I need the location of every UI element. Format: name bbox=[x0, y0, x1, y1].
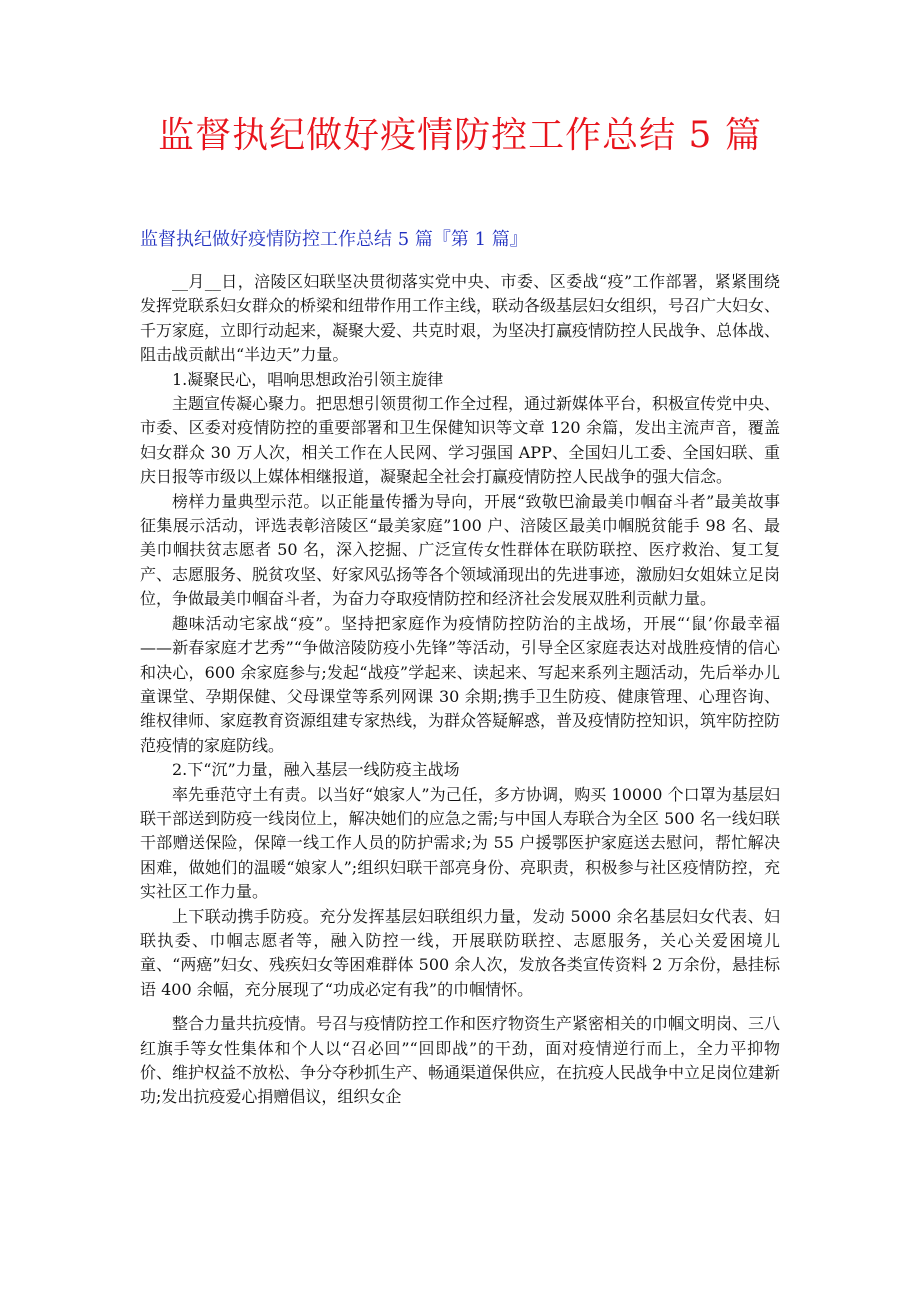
paragraph-home-activities: 趣味活动宅家战“疫”。坚持把家庭作为疫情防控防治的主战场，开展“‘鼠’你最幸福——新春家庭才艺秀”“争做涪陵防疫小先锋”等活动，引导全区家庭表达对战胜疫情的信心和决心，600 余家庭参与;发起“战疫”学起来、读起来、写起来系列主题活动，先后举办儿童课堂、孕期保健、父母课堂等系列网课 30 余期;携手卫生防疫、健康管理、心理咨询、维权律师、家庭教育资源组建专家热线，为群众答疑解惑，普及疫情防控知识，筑牢防控防范疫情的家庭防线。 bbox=[140, 613, 781, 755]
subheading-2: 2.下“沉”力量，融入基层一线防疫主战场 bbox=[172, 760, 460, 780]
paragraph-gap bbox=[140, 1002, 780, 1012]
paragraph-integrate-forces: 整合力量共抗疫情。号召与疫情防控工作和医疗物资生产紧密相关的巾帼文明岗、三八红旗手等女性集体和个人以“召必回”“回即战”的干劲，面对疫情逆行而上，全力平抑物价、维护权益不放松、争分夺秒抓生产、畅通渠道保供应，在抗疫人民战争中立足岗位建新功;发出抗疫爱心捐赠倡议，组织女企 bbox=[140, 1014, 781, 1107]
section-heading: 监督执纪做好疫情防控工作总结 5 篇『第 1 篇』 bbox=[140, 229, 528, 250]
subheading-1: 1.凝聚民心，唱响思想政治引领主旋律 bbox=[172, 369, 444, 389]
paragraph-intro: __月__日，涪陵区妇联坚决贯彻落实党中央、市委、区委战“疫”工作部署，紧紧围绕发挥党联系妇女群众的桥梁和纽带作用工作主线，联动各级基层妇女组织，号召广大妇女、千万家庭，立即行动起来，凝聚大爱、共克时艰，为坚决打赢疫情防控人民战争、总体战、阻击战贡献出“半边天”力量。 bbox=[140, 272, 781, 365]
paragraph-lead-by-example: 率先垂范守土有责。以当好“娘家人”为己任，多方协调，购买 10000 个口罩为基层妇联干部送到防疫一线岗位上，解决她们的应急之需;与中国人寿联合为全区 500 名一线妇联干部赠送保险，保障一线工作人员的防护需求;为 55 户援鄂医护家庭送去慰问，帮忙解决困难，做她们的温暖“娘家人”;组织妇联干部亮身份、亮职责，积极参与社区疫情防控，充实社区工作力量。 bbox=[140, 784, 780, 902]
paragraph-propaganda: 主题宣传凝心聚力。把思想引领贯彻工作全过程，通过新媒体平台，积极宣传党中央、市委、区委对疫情防控的重要部署和卫生保健知识等文章 120 余篇，发出主流声音，覆盖妇女群众 30 万人次，相关工作在人民网、学习强国 APP、全国妇儿工委、全国妇联、重庆日报等市级以上媒体相继报道，凝聚起全社会打赢疫情防控人民战争的强大信念。 bbox=[140, 394, 781, 487]
document-body bbox=[140, 270, 780, 1110]
paragraph-role-models: 榜样力量典型示范。以正能量传播为导向，开展“致敬巴渝最美巾帼奋斗者”最美故事征集展示活动，评选表彰涪陵区“最美家庭”100 户、涪陵区最美巾帼脱贫能手 98 名、最美巾帼扶贫志愿者 50 名，深入挖掘、广泛宣传女性群体在联防联控、医疗救治、复工复产、志愿服务、脱贫攻坚、好家风弘扬等各个领域涌现出的先进事迹，激励妇女姐妹立足岗位，争做最美巾帼奋斗者，为奋力夺取疫情防控和经济社会发展双胜利贡献力量。 bbox=[140, 491, 781, 609]
paragraph-joint-prevention: 上下联动携手防疫。充分发挥基层妇联组织力量，发动 5000 余名基层妇女代表、妇联执委、巾帼志愿者等，融入防控一线，开展联防联控、志愿服务，关心关爱困境儿童、“两癌”妇女、残疾妇女等困难群体 500 余人次，发放各类宣传资料 2 万余份，悬挂标语 400 余幅，充分展现了“功成必定有我”的巾帼情怀。 bbox=[140, 906, 780, 999]
document-title: 监督执纪做好疫情防控工作总结 5 篇 bbox=[158, 115, 762, 156]
